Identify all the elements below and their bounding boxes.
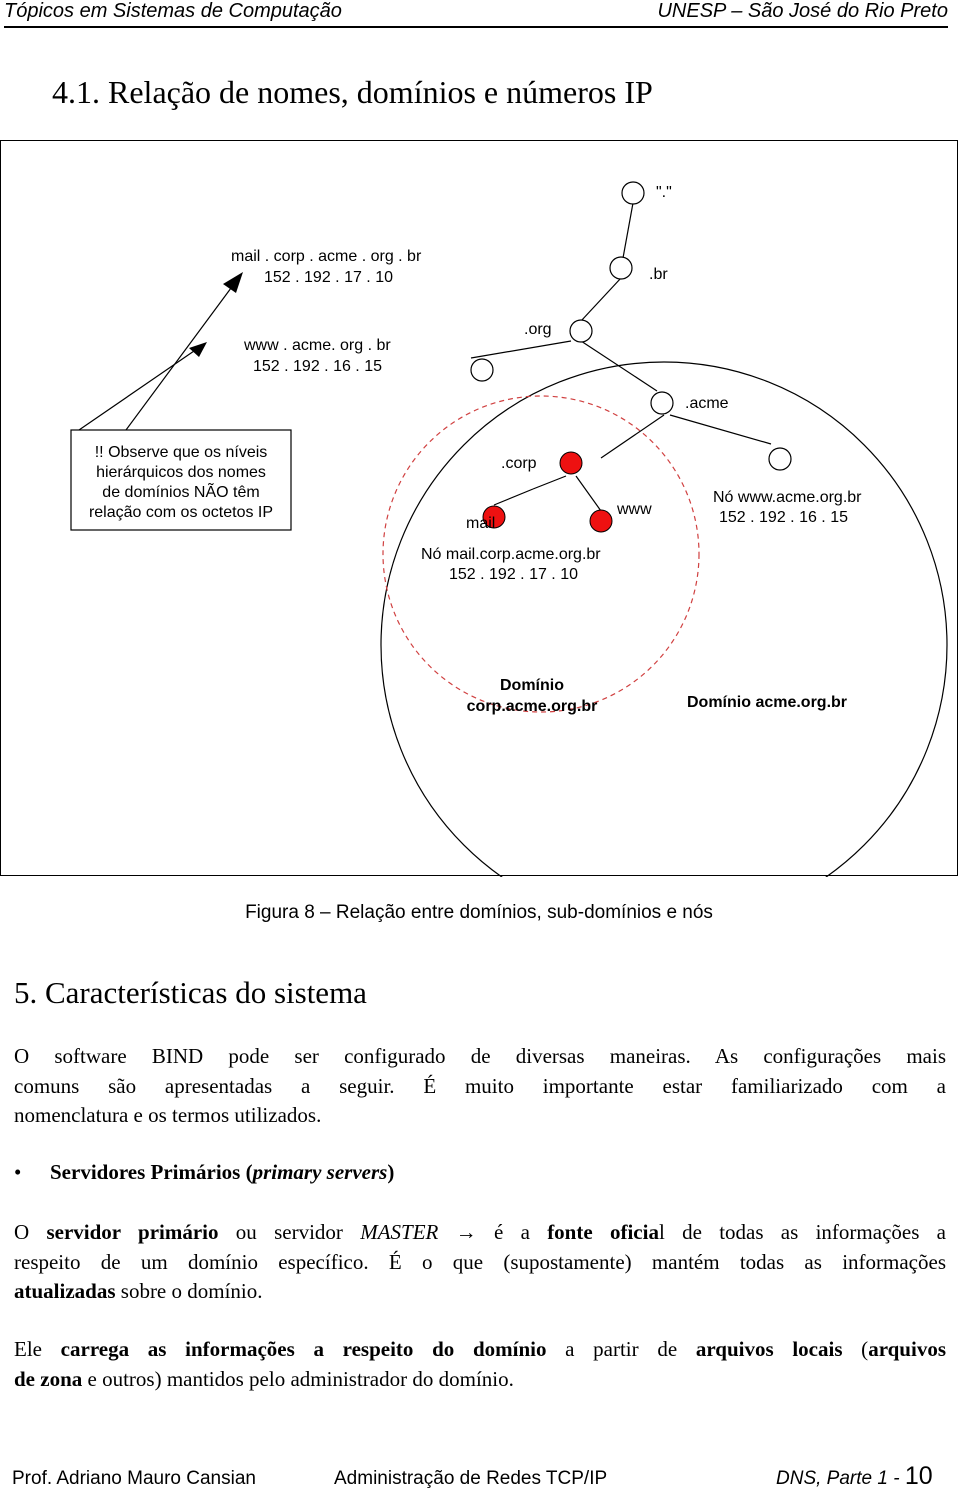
p1-line-2: comuns são apresentadas a seguir. É muito importante estar familiarizado com a	[14, 1073, 946, 1098]
section-5-title: 5. Características do sistema	[14, 975, 367, 1010]
page-header	[0, 0, 960, 28]
node-org	[570, 320, 592, 342]
page-number: 10	[904, 1462, 933, 1490]
node-org-sibling	[471, 359, 493, 381]
white-nodes	[471, 182, 791, 470]
domain-corp-label-1: Domínio	[500, 677, 564, 694]
node-mail-ip: 152 . 192 . 17 . 10	[449, 566, 578, 583]
arrow-head-mail	[223, 272, 243, 293]
dns-hierarchy-diagram	[1, 141, 959, 877]
arrow-right-icon: →	[438, 1220, 494, 1244]
node-mail-name: Nó mail.corp.acme.org.br	[421, 546, 601, 563]
note-line-3: de domínios NÃO têm	[102, 484, 260, 501]
domain-corp-label-2: corp.acme.org.br	[466, 698, 598, 715]
paragraph-bind-intro	[14, 1042, 946, 1131]
header-rule	[4, 26, 948, 28]
node-br	[610, 257, 632, 279]
label-root: "."	[656, 184, 672, 201]
paragraph-zone-files	[14, 1335, 946, 1394]
header-right-text: UNESP – São José do Rio Preto	[657, 0, 948, 22]
node-corp-child	[590, 510, 612, 532]
bullet-dot: •	[14, 1160, 22, 1184]
www-fqdn: www . acme. org . br	[244, 337, 391, 354]
bullet-text-bold: Servidores Primários (	[50, 1160, 253, 1184]
p2-line-2: respeito de um domínio específico. É o que (supostamente) mantém todas as informações	[14, 1249, 946, 1274]
label-org: .org	[524, 321, 552, 338]
domain-acme-label: Domínio acme.org.br	[687, 694, 848, 711]
p2-line-3: atualizadas sobre o domínio.	[14, 1279, 263, 1303]
node-corp	[560, 452, 582, 474]
page-footer	[0, 1460, 960, 1491]
node-www-ip: 152 . 192 . 16 . 15	[719, 509, 848, 526]
bullet-text-end: )	[387, 1160, 395, 1184]
p3-line-2: de zona e outros) mantidos pelo administrador do domínio.	[14, 1366, 514, 1391]
node-www-name: Nó www.acme.org.br	[713, 489, 862, 506]
www-ip: 152 . 192 . 16 . 15	[253, 358, 382, 375]
paragraph-primary-server	[14, 1218, 946, 1307]
mail-ip: 152 . 192 . 17 . 10	[264, 269, 393, 286]
label-acme: .acme	[685, 395, 729, 412]
label-corp: .corp	[501, 455, 537, 472]
domain-acme-circle	[381, 362, 947, 877]
p1-line-1: O software BIND pode ser configurado de diversas maneiras. As configurações mais	[14, 1044, 946, 1068]
label-br: .br	[649, 266, 668, 283]
note-line-4: relação com os octetos IP	[88, 504, 274, 521]
footer-course: Administração de Redes TCP/IP	[334, 1468, 608, 1489]
label-mail: mail	[466, 515, 496, 532]
note-line-1: !! Observe que os níveis	[94, 444, 268, 461]
section-4-1-title: 4.1. Relação de nomes, domínios e números IP	[52, 74, 653, 110]
p3-line-1: Ele carrega as informações a respeito do domínio a partir de arquivos locais (arquivos	[14, 1337, 946, 1361]
figure-caption: Figura 8 – Relação entre domínios, sub-domínios e nós	[245, 902, 713, 923]
bullet-text-italic: primary servers	[252, 1160, 388, 1184]
footer-part: DNS, Parte 1 - 10	[776, 1462, 933, 1490]
figure-frame	[0, 140, 958, 876]
label-www: www	[617, 501, 652, 518]
bullet-primary-servers	[14, 1160, 394, 1185]
p2-line-1: O servidor primário ou servidor MASTER → é a fonte oficial de todas as informações a	[14, 1220, 946, 1244]
header-left-text: Tópicos em Sistemas de Computação	[4, 0, 342, 22]
node-root	[622, 182, 644, 204]
footer-author: Prof. Adriano Mauro Cansian	[12, 1468, 256, 1489]
mail-fqdn: mail . corp . acme . org . br	[231, 248, 422, 265]
arrows	[79, 284, 234, 430]
node-www	[769, 448, 791, 470]
node-acme	[651, 392, 673, 414]
arrow-head-www	[189, 342, 207, 357]
p1-line-3: nomenclatura e os termos utilizados.	[14, 1103, 322, 1127]
note-line-2: hierárquicos dos nomes	[96, 464, 266, 481]
